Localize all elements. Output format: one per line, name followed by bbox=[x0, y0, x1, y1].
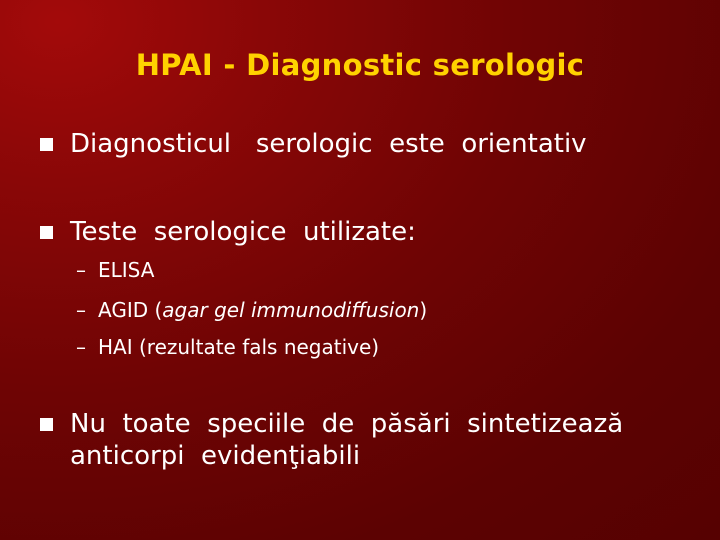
bullet-item bbox=[40, 216, 416, 248]
bullet-text-line-2: anticorpi evidenţiabili bbox=[70, 441, 361, 471]
bullet-item bbox=[40, 408, 623, 472]
sub-item-text: ) bbox=[419, 298, 428, 322]
square-bullet-icon bbox=[40, 138, 53, 151]
dash-marker: – bbox=[76, 298, 86, 322]
sub-item-hai bbox=[76, 334, 379, 360]
bullet-item bbox=[40, 128, 587, 160]
sub-item-italic-text: agar gel immunodiffusion bbox=[162, 298, 420, 322]
bullet-text: Teste serologice utilizate: bbox=[70, 217, 416, 247]
bullet-text-line-1: Nu toate speciile de păsări sintetizează bbox=[70, 409, 624, 439]
sub-item-text: ELISA bbox=[98, 258, 155, 282]
slide-title: HPAI - Diagnostic serologic bbox=[135, 48, 585, 82]
dash-marker: – bbox=[76, 335, 86, 359]
bullet-text: Diagnosticul serologic este orientativ bbox=[70, 129, 587, 159]
square-bullet-icon bbox=[40, 226, 53, 239]
dash-marker: – bbox=[76, 258, 86, 282]
sub-item-text: AGID ( bbox=[98, 298, 163, 322]
sub-item-text: HAI (rezultate fals negative) bbox=[98, 335, 380, 359]
square-bullet-icon bbox=[40, 418, 53, 431]
sub-item-agid bbox=[76, 297, 427, 323]
sub-item-elisa bbox=[76, 257, 154, 283]
